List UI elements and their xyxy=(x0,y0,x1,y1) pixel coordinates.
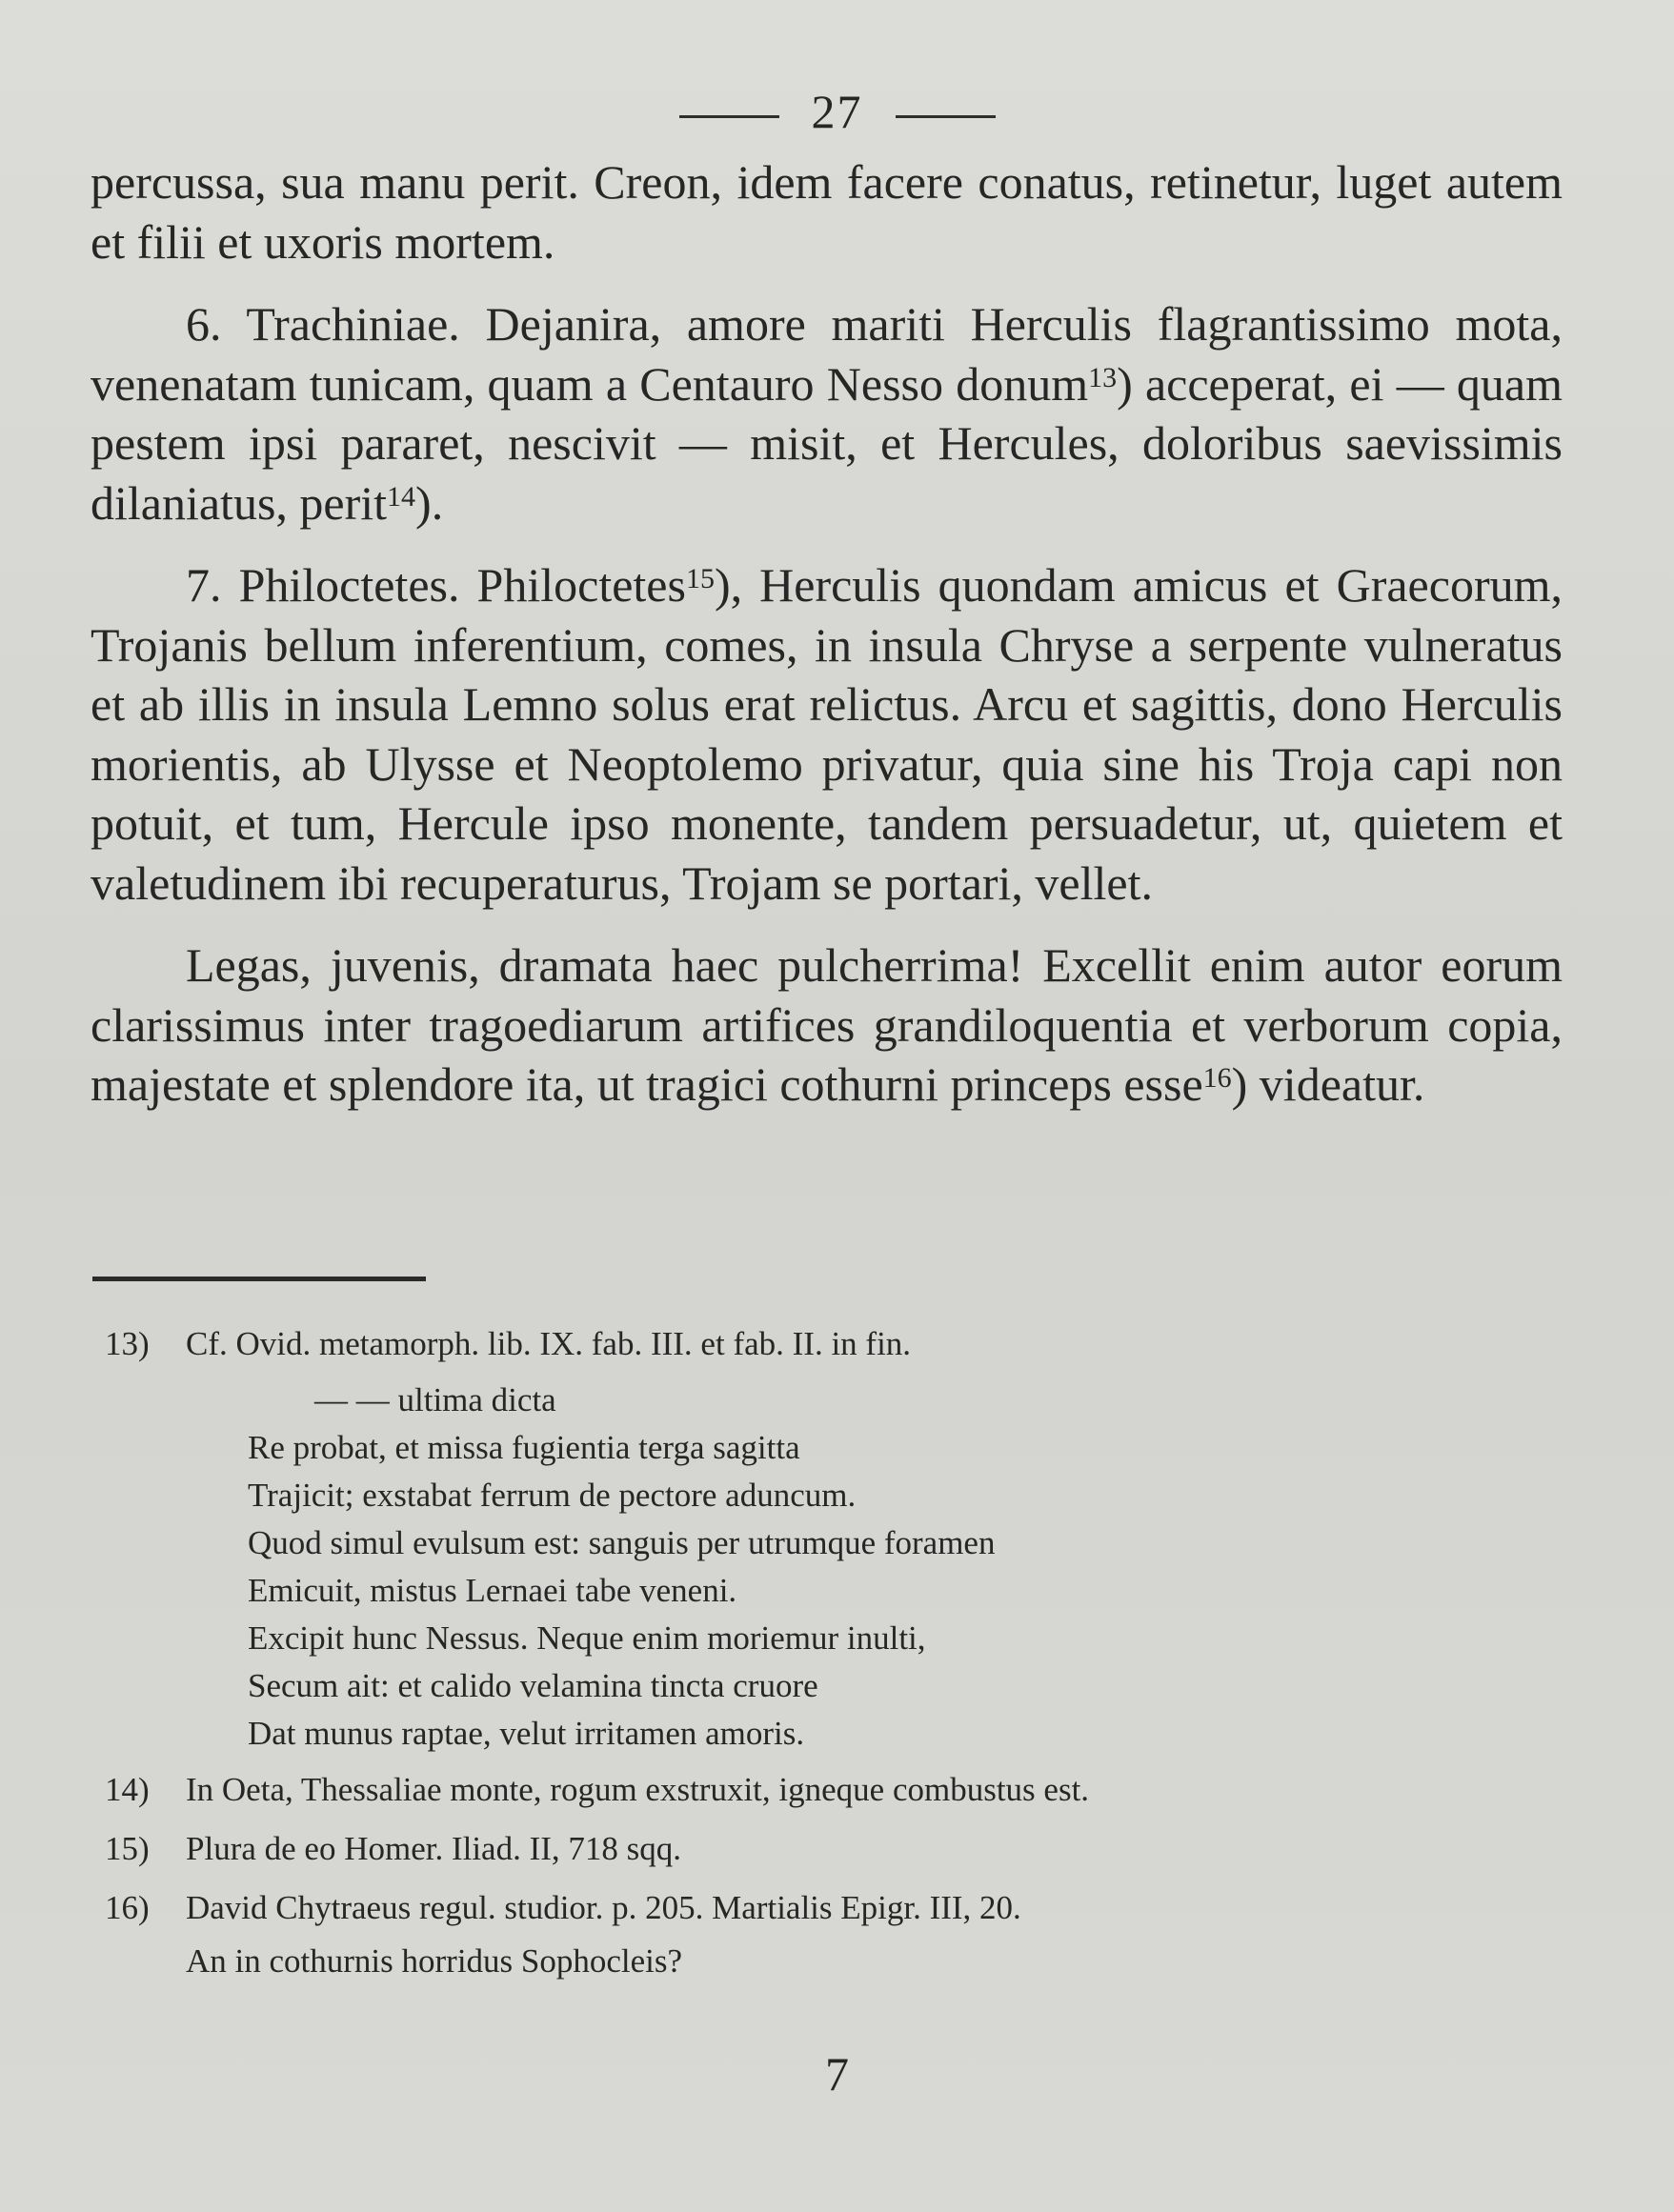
header-dash-right xyxy=(896,115,996,118)
paragraph-philoctetes: 7. Philoctetes. Philoctetes$^{15}$), Herculis quondam amicus et Graecorum, Trojanis bellum inferentium, comes, in insula Chryse a serpente vulneratus et ab illis in insula Lemno solus erat relictus. Arcu et sagittis, dono Herculis morientis, ab Ulysse et Neoptolemo privatur, quia sine his Troja capi non potuit, et tum, Hercule ipso monente, tandem persuadetur, ut, quietem et valetudinem ibi recuperaturus, Trojam se portari, vellet. xyxy=(91,558,1563,910)
page-number: 27 xyxy=(811,85,863,138)
verse-line: Emicuit, mistus Lernaei tabe veneni. xyxy=(248,1572,737,1609)
footnote-14 xyxy=(105,1763,1486,1817)
footnote-text: In Oeta, Thessaliae monte, rogum exstruxit, igneque combustus est. xyxy=(186,1771,1090,1808)
paragraph-legas: Legas, juvenis, dramata haec pulcherrima! Excellit enim autor eorum clarissimus inter tragoediarum artifices grandiloquentia et verborum copia, majestate et splendore ita, ut tragici cothurni princeps esse$^{16}$) videatur. xyxy=(91,938,1563,1111)
footnote-number: 16) xyxy=(105,1889,150,1926)
footnotes xyxy=(105,1317,1486,1988)
signature-mark: 7 xyxy=(825,2047,849,2101)
paragraph-trachiniae: 6. Trachiniae. Dejanira, amore mariti Herculis flagrantissimo mota, venenatam tunicam, quam a Centauro Nesso donum$^{13}$) acceperat, ei — quam pestem ipsi pararet, nescivit — misit, et Hercules, doloribus saevissimis dilaniatus, perit$^{14}$). xyxy=(91,297,1563,530)
main-text xyxy=(91,152,1563,1137)
footnote-number: 15) xyxy=(105,1830,150,1867)
verse-line: Secum ait: et calido velamina tincta cruore xyxy=(248,1667,818,1704)
footnote-text: David Chytraeus regul. studior. p. 205. Martialis Epigr. III, 20. An in cothurnis horridus Sophocleis? xyxy=(186,1889,1021,1980)
footnote-13 xyxy=(105,1317,1486,1371)
footnote-ref-14: 14 xyxy=(387,480,416,513)
verse-line: Dat munus raptae, velut irritamen amoris. xyxy=(248,1715,805,1752)
footnote-text: Plura de eo Homer. Iliad. II, 718 sqq. xyxy=(186,1830,682,1867)
footnote-ref-15: 15 xyxy=(685,563,715,594)
footnote-number: 13) xyxy=(105,1325,150,1362)
verse-line: Excipit hunc Nessus. Neque enim moriemur inulti, xyxy=(248,1619,926,1657)
footnote-text: Cf. Ovid. metamorph. lib. IX. fab. III. et fab. II. in fin. xyxy=(186,1325,912,1362)
footnote-rule xyxy=(92,1277,426,1281)
header-dash-left xyxy=(679,115,779,118)
page-header xyxy=(0,84,1674,139)
footnote-continuation: An in cothurnis horridus Sophocleis? xyxy=(186,1942,683,1980)
footnote-ref-13: 13 xyxy=(1088,361,1118,393)
verse-line: — — ultima dicta xyxy=(314,1381,556,1418)
footnote-number: 14) xyxy=(105,1771,150,1808)
ovid-quotation xyxy=(105,1377,1486,1758)
footnote-ref-16: 16 xyxy=(1202,1062,1232,1094)
footnote-15 xyxy=(105,1822,1486,1876)
verse-line: Re probat, et missa fugientia terga sagitta xyxy=(248,1429,800,1466)
verse-line: Quod simul evulsum est: sanguis per utrumque foramen xyxy=(248,1524,996,1561)
verse-line: Trajicit; exstabat ferrum de pectore aduncum. xyxy=(248,1477,857,1514)
paragraph-1: percussa, sua manu perit. Creon, idem facere conatus, retinetur, luget autem et filii et uxoris mortem. xyxy=(91,155,1563,269)
footnote-16 xyxy=(105,1881,1486,1988)
